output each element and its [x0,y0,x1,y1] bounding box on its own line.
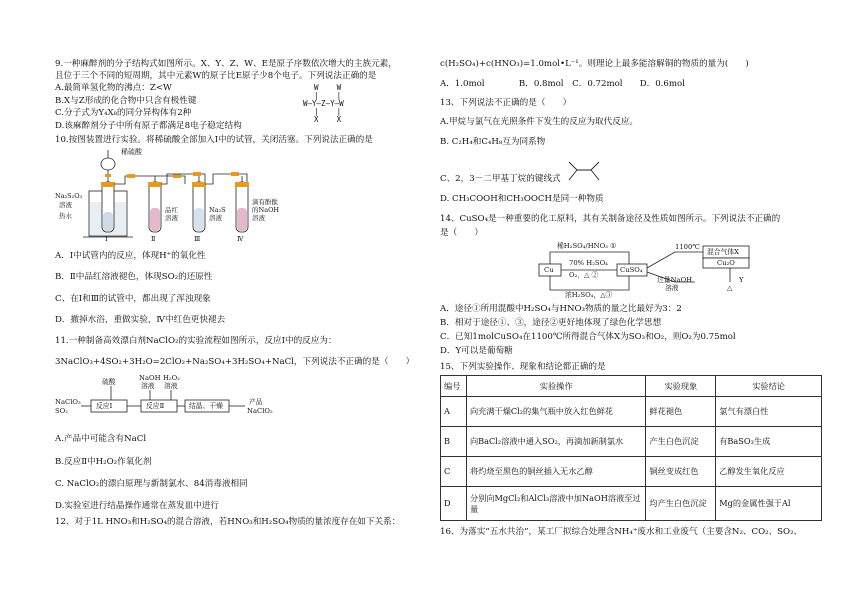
q15-stem: 15、下列实验操作、现象和结论都正确的是 [440,362,606,372]
q15-cell: Mg的金属性强于Al [716,487,822,521]
flow-input-naclo3: NaClO₃ [55,398,81,406]
q9-structure-top: W W [314,83,342,92]
q15-cell: 向BaCl₂溶液中通入SO₂，再滴加新制氯水 [466,427,645,457]
q13-option-d: D. CH₃COOH和CH₃OOCH是同一种物质 [440,194,604,204]
q15-cell: B [441,427,467,457]
label-na2s2o3-solution: 溶液 [59,201,72,209]
q9-structure-diagram [303,84,344,123]
q14-option-b: B．相对于途径①、③，途径②更好地体现了绿色化学思想 [440,318,662,328]
cuso4-naoh-solution: 溶液 [665,284,679,292]
flow-input-so2: SO₂ [55,407,68,415]
q12-stem-cont: c(H₂SO₄)+c(HNO₃)=1.0mol•L⁻¹。则理论上最多能溶解铜的物质的量为( ) [440,59,749,69]
cuso4-cu: Cu [544,266,554,274]
flow-reaction-2: 反应Ⅱ [146,402,165,410]
q10-option-d: D．撤掉水浴，重做实验，Ⅳ中红色更快褪去 [55,315,226,325]
label-magenta-solution: 溶液 [165,214,178,222]
q13-option-c: C、2，3－二甲基丁烷的键线式 [440,174,561,184]
cuso4-cuso4: CuSO₄ [620,266,643,274]
q15-cell: 产生白色沉淀 [646,427,716,457]
q15-header-number: 编号 [441,376,467,397]
label-na2s2o3: Na₂S₂O₃ [55,192,83,200]
q15-cell: A [441,397,467,427]
q13-option-b: B. C₂H₄和C₄H₈互为同系物 [440,137,546,147]
label-tube-2: Ⅱ [151,235,156,243]
flow-product: 产品 [249,398,263,406]
q10-option-b: B．Ⅱ中品红溶液褪色，体现SO₂的还原性 [55,272,213,282]
q13-stem: 13、下列说法不正确的是（ ） [440,98,572,108]
q11-option-a: A.产品中可能含有NaCl [55,434,147,444]
flow-input-h2o2: H₂O₂ [163,374,180,382]
q15-table [440,375,822,521]
q9-stem-line2: 且位于三个不同的短周期，其中元素W的原子比E原子少8个电子。下列说法正确的是 [55,71,377,81]
label-hot-water: 热水 [59,212,72,220]
flow-product-naclo2: NaClO₂ [247,407,273,415]
q12-options: A．1.0mol B．0.8mol C．0.72mol D．0.6mol [440,79,685,89]
label-naoh: 的NaOH [252,206,280,214]
q10-option-c: C、在Ⅰ和Ⅲ的试管中，都出现了浑浊现象 [55,294,211,304]
cuso4-delta: △ [727,284,733,292]
q11-stem: 11.一种制备高效漂白剂NaClO₂的实验流程如图所示，反应Ⅰ中的反应为： [55,336,337,346]
q11-option-d: D.实验室进行结晶操作通常在蒸发皿中进行 [55,501,220,511]
cuso4-cu2o: Cu₂O [717,259,735,267]
q15-cell: 铜丝变成红色 [646,457,716,487]
label-na2s: Na₂S [209,206,226,214]
q9-structure-bot: X X [314,114,342,124]
label-tube-1: Ⅰ [105,235,108,243]
q11-option-c: C. NaClO₂的漂白原理与新制氯水、84消毒液相同 [55,479,248,489]
q13-option-a: A.甲烷与氯气在光照条件下发生的反应为取代反应。 [440,117,639,127]
q9-structure-bond2: | | [314,106,342,116]
q9-option-a: A.最简单氢化物的沸点：Z<W [55,83,172,93]
q15-cell: D [441,487,467,521]
q14-cuso4-diagram [535,242,795,302]
q9-stem-line1: 9.一种麻醉剂的分子结构式如图所示。X、Y、Z、W、E是原子序数依次增大的主族元素， [55,59,397,69]
q11-equation: 3NaClO₃+4SO₂+3H₂O=2ClO₂+Na₂SO₄+3H₂SO₄+NaCl，下列说法不正确的是（ ） [55,357,415,367]
cuso4-path-3: 浓H₂SO₄，△③ [565,291,613,299]
apparatus-drawing [55,146,285,244]
q15-cell: 将灼烧至黑色的铜丝插入无水乙醇 [466,457,645,487]
q11-option-b: B.反应Ⅱ中H₂O₂作氧化剂 [55,457,152,467]
q9-option-d: D.该麻醉剂分子中所有原子都满足8电子稳定结构 [55,121,242,131]
flow-input-h2o2-solution: 溶液 [164,382,178,390]
q9-option-b: B.X与Z形成的化合物中只含有极性键 [55,96,197,106]
q15-cell: C [441,457,467,487]
q15-header-operation: 实验操作 [466,376,645,397]
q9-structure-mid: W—Y—Z—Y—W [303,98,344,108]
q15-cell: 向充满干燥Cl₂的集气瓶中放入红色鲜花 [466,397,645,427]
q10-option-a: A．Ⅰ中试管内的反应，体现H⁺的氧化性 [55,251,206,261]
cuso4-path-1: 稀H₂SO₄/HNO₃ ① [557,242,617,250]
q9-option-c: C.分子式为Y₄X₈的同分异构体有2种 [55,108,192,118]
q16-stem: 16、为落实“五水共治”，某工厂拟综合处理含NH₄⁺废水和工业废气（主要含N₂、CO₂、SO₂、 [440,527,803,537]
q15-cell: 均产生白色沉淀 [646,487,716,521]
label-magenta: 品红 [165,206,178,214]
label-tube-4: Ⅳ [237,235,244,243]
flow-crystallize: 结晶、干燥 [189,402,223,410]
flow-input-naoh: NaOH [139,374,161,382]
q11-flow-chart [55,376,295,424]
q12-stem: 12、对于1L HNO₃和H₂SO₄的混合溶液，若HNO₃和H₂SO₄物质的量浓度存在如下关系： [55,517,401,527]
q15-cell: 分别向MgCl₂和AlCl₃溶液中加NaOH溶液至过量 [466,487,645,521]
q15-header-phenomenon: 实验现象 [646,376,716,397]
label-na2s-solution: 溶液 [209,214,222,222]
skeletal-formula-icon [567,158,601,184]
q10-stem: 10.按图装置进行实验。将稀硫酸全部加入Ⅰ中的试管，关闭活塞。下列说法正确的是 [55,135,373,145]
q10-apparatus-figure [55,146,285,244]
q15-cell: 鲜花褪色 [646,397,716,427]
cuso4-path-2a: 70% H₂SO₄ [569,259,608,267]
right-column [440,0,825,595]
q15-cell: 氯气有漂白性 [716,397,822,427]
q15-cell: 有BaSO₃生成 [716,427,822,457]
cuso4-temp: 1100℃ [675,243,700,251]
q14-option-a: A．途径①所用混酸中H₂SO₄与HNO₃物质的量之比最好为3：2 [440,304,682,314]
q14-option-d: D．Y可以是葡萄糖 [440,346,513,356]
table-row [441,397,822,427]
label-tube-3: Ⅲ [194,235,201,243]
q15-table-header-row [441,376,822,397]
flow-reaction-1: 反应Ⅰ [96,402,113,410]
label-dilute-sulfuric-acid: 稀硫酸 [121,148,142,156]
flow-input-naoh-solution: 溶液 [141,382,155,390]
q14-option-c: C．已知1molCuSO₄在1100℃所得混合气体X为SO₃和O₂，则O₂为0.75mol [440,332,736,342]
table-row [441,427,822,457]
cuso4-path-2b: O₂，△ ② [569,271,599,279]
label-naoh-solution: 溶液 [252,214,265,222]
q9-structure-bond1: | | [314,90,342,100]
q15-header-conclusion: 实验结论 [716,376,822,397]
cuso4-naoh: 过量NaOH [657,276,693,284]
table-row [441,457,822,487]
flow-input-sulfuric-acid: 硫酸 [102,378,116,386]
cuso4-y: Y [739,276,744,284]
q14-stem-line2: 是（ ） [440,228,483,238]
q15-cell: 乙醇发生氧化反应 [716,457,822,487]
label-phenolphthalein: 滴有酚酞 [252,198,278,206]
left-column [55,0,420,595]
cuso4-gas-x: 混合气体X [707,248,740,256]
q14-stem-line1: 14、CuSO₄是一种重要的化工原料，其有关制备途径及性质如图所示。下列说法不正确的 [440,214,781,224]
table-row [441,487,822,521]
